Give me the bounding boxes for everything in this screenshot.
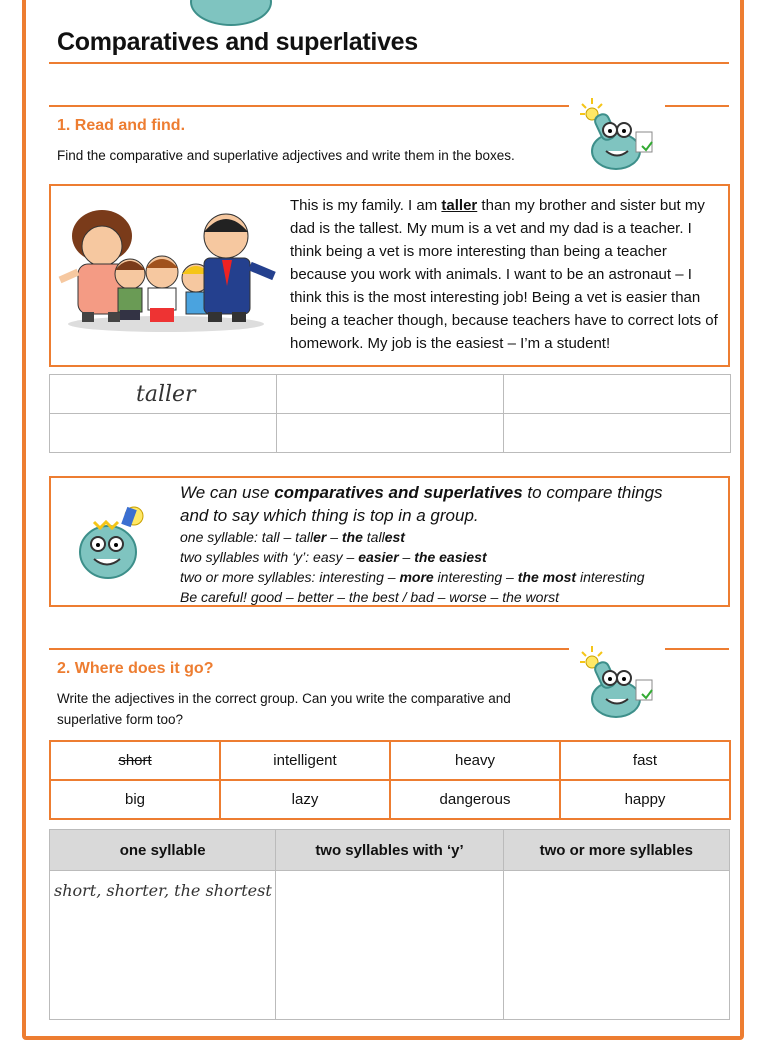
answer-table: [49, 374, 731, 453]
section1-heading: 1. Read and find.: [57, 117, 186, 134]
section1-line-right: [665, 105, 729, 107]
word-cell[interactable]: intelligent: [220, 741, 390, 780]
section1-line: [49, 105, 569, 107]
word-cell[interactable]: big: [50, 780, 220, 819]
tip-rule-two-syllables: two syllables with ‘y’: easy – easier – the easiest: [180, 549, 487, 565]
word-cell[interactable]: fast: [560, 741, 730, 780]
section2-line: [49, 648, 569, 650]
answer-text: taller: [136, 381, 196, 407]
word-cell[interactable]: lazy: [220, 780, 390, 819]
word-cell[interactable]: happy: [560, 780, 730, 819]
answer-cell[interactable]: [50, 414, 277, 453]
para-text-1: This is my family. I am: [290, 197, 442, 214]
reading-paragraph: [290, 194, 726, 355]
word-cell[interactable]: dangerous: [390, 780, 560, 819]
column-header: two syllables with ‘y’: [276, 830, 503, 871]
family-illustration: [56, 206, 284, 336]
tip-line-1: We can use comparatives and superlatives to compare things: [180, 483, 663, 502]
group-table: [49, 829, 730, 1020]
answer-cell[interactable]: [504, 414, 731, 453]
mascot-tip-icon: [74, 504, 164, 582]
tip-rule-more-syllables: two or more syllables: interesting – more interesting – the most interesting: [180, 569, 645, 585]
table-row: [50, 375, 731, 414]
table-row: [50, 414, 731, 453]
table-row: [50, 780, 730, 819]
grammar-tip: [180, 481, 720, 607]
tip-line-2: and to say which thing is top in a group.: [180, 506, 479, 525]
answer-cell[interactable]: [277, 375, 504, 414]
word-cell[interactable]: heavy: [390, 741, 560, 780]
section2-instruction: Write the adjectives in the correct group. Can you write the comparative and superlative form too?: [57, 691, 511, 727]
para-highlight: taller: [441, 197, 478, 214]
title-underline: [49, 62, 729, 64]
answer-cell[interactable]: [277, 414, 504, 453]
tip-rule-irregular: Be careful! good – better – the best / bad – worse – the worst: [180, 589, 560, 605]
mascot-bulb-icon: [578, 96, 658, 174]
word-bank: [49, 740, 731, 820]
table-row: [50, 741, 730, 780]
column-header: one syllable: [50, 830, 276, 871]
answer-cell[interactable]: [50, 375, 277, 414]
table-header-row: [50, 830, 730, 871]
section2-heading: 2. Where does it go?: [57, 660, 214, 677]
example-answer: short, shorter, the shortest: [54, 881, 272, 900]
para-text-2: than my brother and sister but my dad is the tallest. My mum is a vet and my dad is a teacher. I think being a vet is more interesting than being a teacher because you work with animals. I want to be an astronaut – I think this is the most interesting job! Being a vet is easier than being a teacher though, because teachers have to correct lots of homework. My job is the easiest – I’m a student!: [290, 197, 718, 352]
section2-line-right: [665, 648, 729, 650]
answer-cell[interactable]: [504, 375, 731, 414]
group-cell[interactable]: [503, 871, 729, 1020]
section1-instruction: Find the comparative and superlative adjectives and write them in the boxes.: [57, 148, 515, 163]
mascot-bulb-icon: [578, 644, 658, 722]
word-cell[interactable]: short: [50, 741, 220, 780]
table-row: [50, 871, 730, 1020]
group-cell[interactable]: [276, 871, 503, 1020]
column-header: two or more syllables: [503, 830, 729, 871]
tip-rule-one-syllable: one syllable: tall – taller – the tallest: [180, 529, 405, 545]
page-title: Comparatives and superlatives: [57, 28, 418, 56]
group-cell[interactable]: [50, 871, 276, 1020]
